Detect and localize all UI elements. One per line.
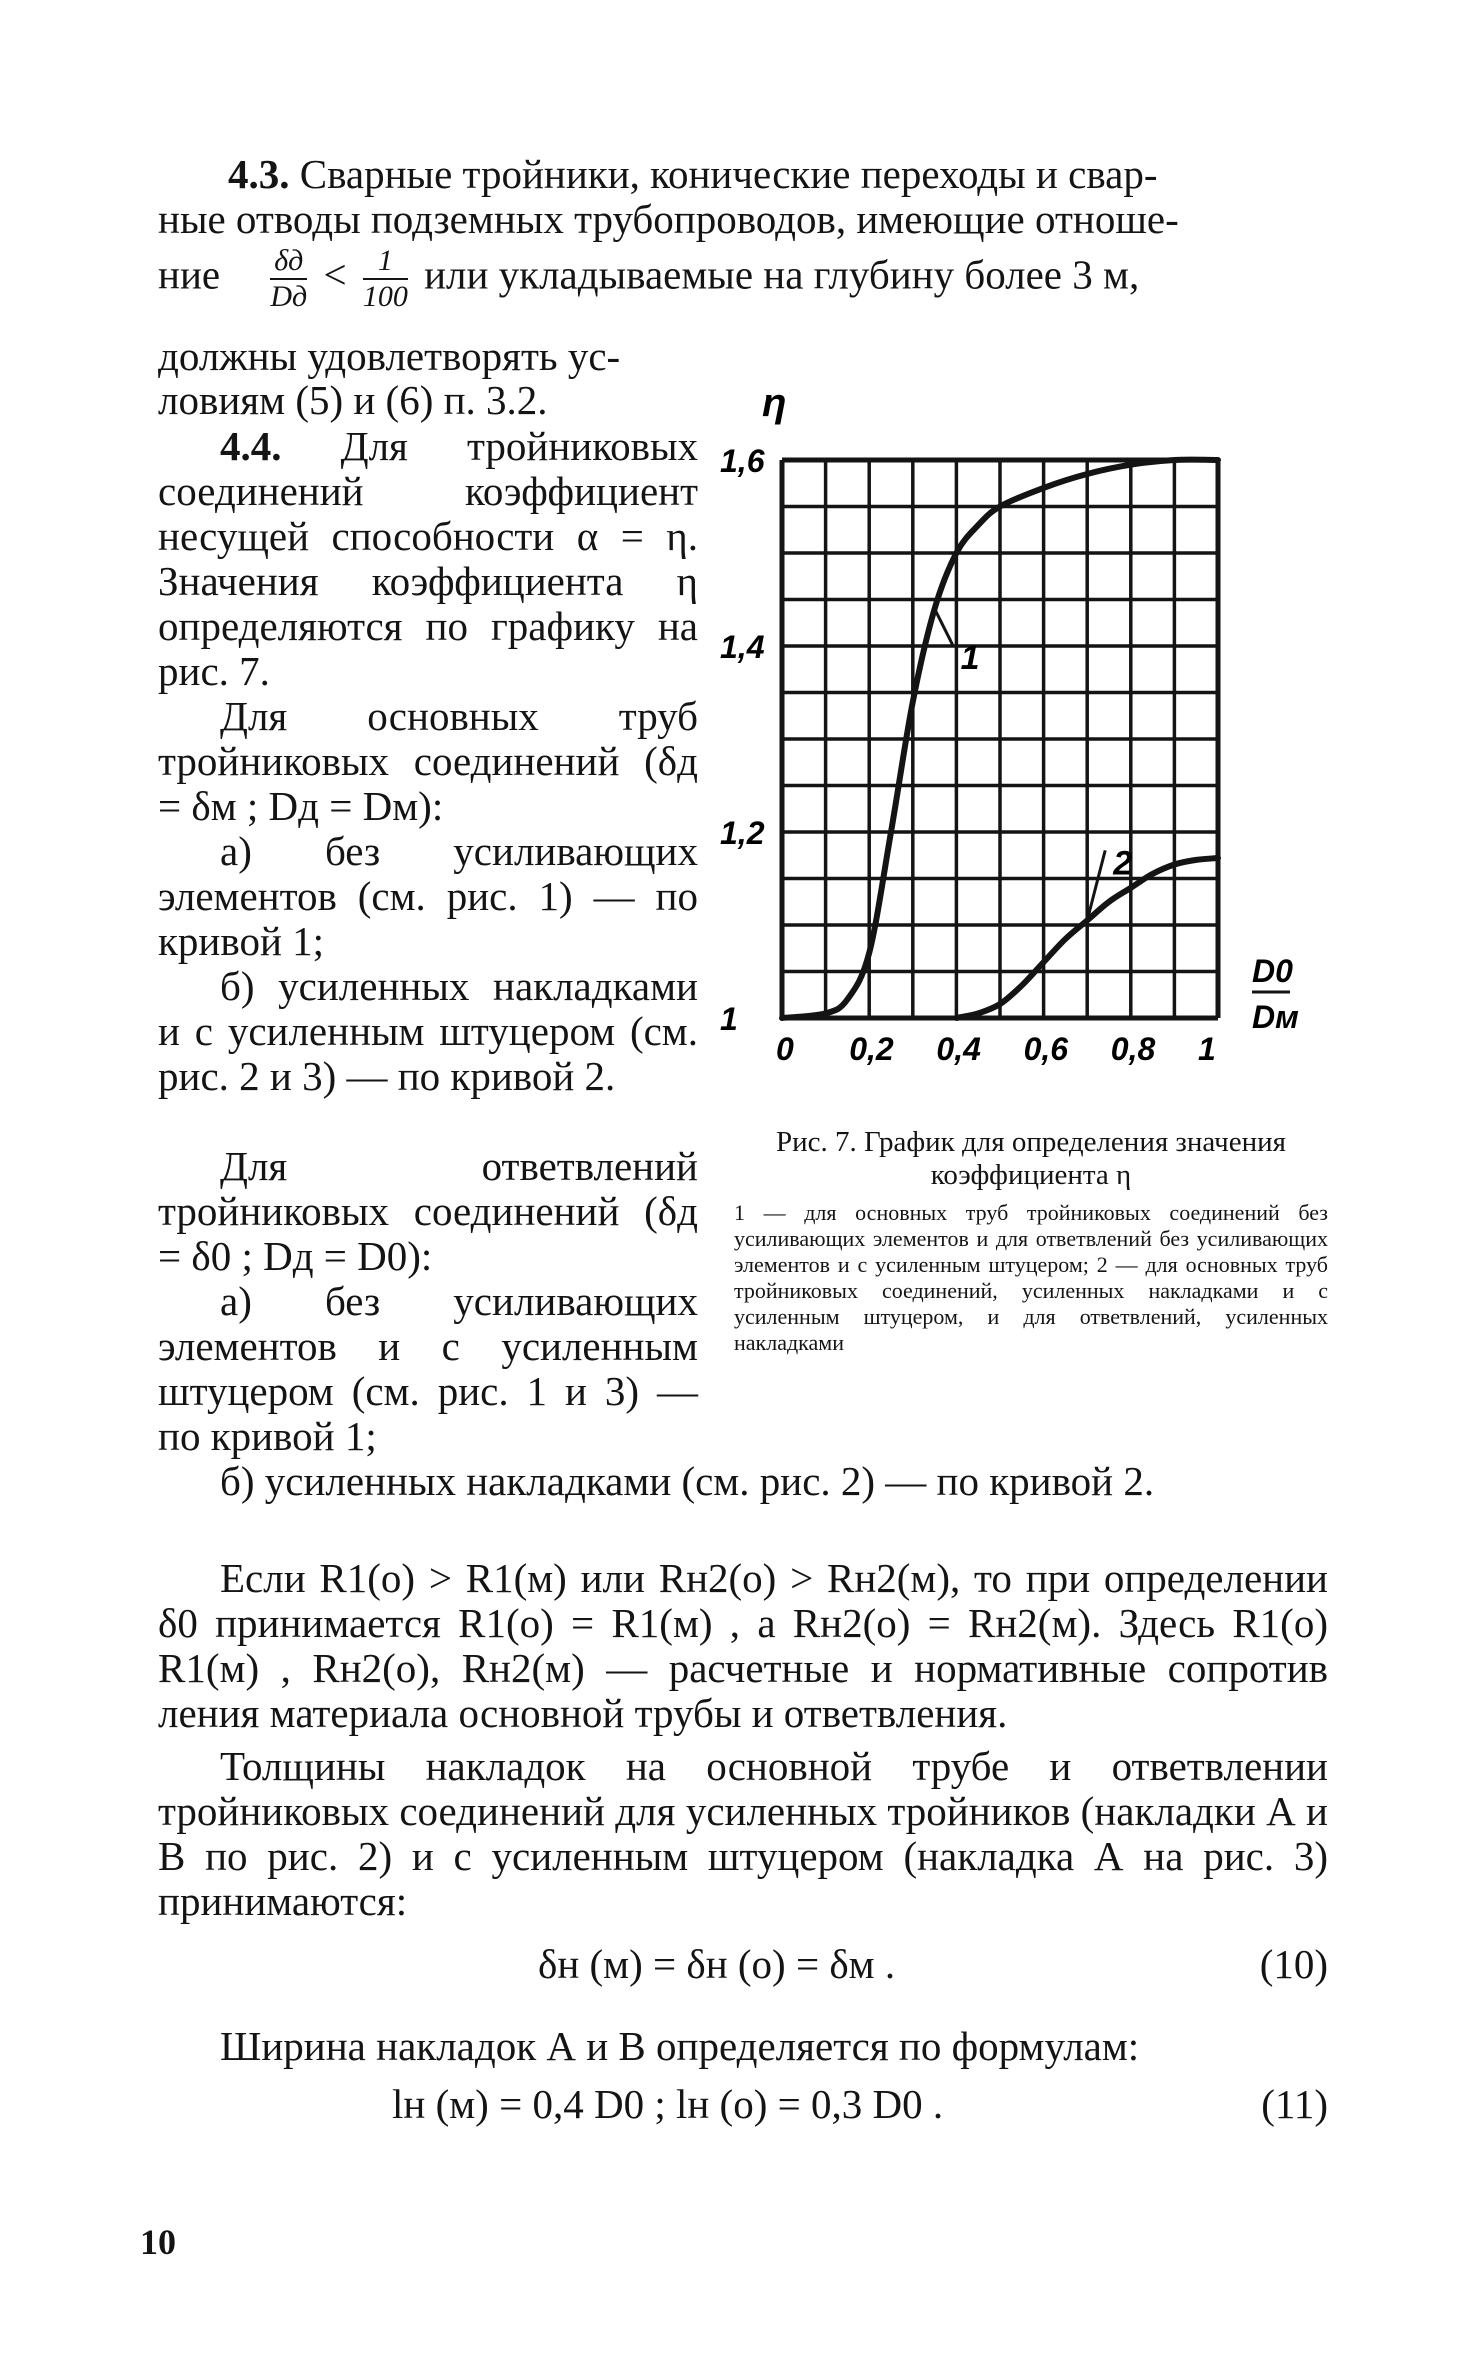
less-than-sign: <: [323, 251, 347, 298]
figure-caption: [734, 1126, 1328, 1356]
figure-title: Рис. 7. График для определения значения коэффициента η: [776, 1126, 1286, 1191]
figure-legend: 1 — для основных труб тройниковых соединений без усиливающих элементов и для ответвлений без усиливающих элементов и с усиленным штуцером; 2 — для основных труб тройниковых соединений, усиленных накладками и с усиленным штуцером, и для ответвлений, усиленных накладками: [734, 1200, 1328, 1355]
equation-10: δн (м) = δн (о) = δм .: [538, 1941, 896, 1987]
curve-1-leader: [935, 609, 953, 645]
sec-4-4-number: 4.4.: [220, 423, 282, 469]
y-axis-label: η: [762, 381, 787, 425]
ratio-fraction: [270, 244, 307, 314]
equation-11: lн (м) = 0,4 D0 ; lн (о) = 0,3 D0 .: [392, 2081, 944, 2127]
x-label-denominator: Dм: [1252, 999, 1299, 1035]
resistance-paragraph: Если R1(о) > R1(м) или Rн2(о) > Rн2(м), то при определении δ0 принимается R1(о) = R1(м) , а Rн2(о) = Rн2(м). Здесь R1(о) R1(м) , Rн2(о), Rн2(м) — расчетные и нормативные сопротив ления материала основной трубы и ответвления.: [158, 1555, 1328, 1736]
branches-intro: Для ответвлений тройниковых соединений (δд = δ0 ; Dд = D0):: [158, 1143, 698, 1279]
x-tick-label: 0,6: [1023, 1031, 1069, 1067]
page-number: 10: [140, 2222, 176, 2262]
sec-4-3-text-1: Сварные тройники, конические переходы и свар-: [299, 151, 1158, 197]
x-tick-label: 0,2: [849, 1031, 894, 1067]
branches-item-a: а) без усиливающих элементов и с усиленным штуцером (см. рис. 1 и 3) — по кривой 1;: [158, 1278, 698, 1459]
figure-7-chart: [700, 370, 1340, 1090]
limit-fraction: [363, 244, 408, 314]
branches-item-b: б) усиленных накладками (см. рис. 2) — по кривой 2.: [220, 1458, 1155, 1504]
sec-4-4-paragraph: [158, 424, 698, 694]
y-tick-label: 1,2: [720, 815, 765, 851]
y-tick-label: 1: [720, 1001, 738, 1037]
main-pipes-item-b: б) усиленных накладками и с усиленным штуцером (см. рис. 2 и 3) — по кривой 2.: [158, 963, 698, 1099]
sec-4-3-number: 4.3.: [228, 151, 290, 197]
thickness-paragraph: Толщины накладок на основной трубе и ответвлении тройниковых соединений для усиленных тройников (накладки А и В по рис. 2) и с усиленным штуцером (накладка А на рис. 3) принимаются:: [158, 1743, 1328, 1924]
x-label-numerator: D0: [1252, 953, 1293, 989]
ratio-numerator: δд: [270, 244, 307, 280]
limit-denominator: 100: [362, 280, 408, 313]
sec-4-3-tail: или укладываемые на глубину более 3 м,: [424, 251, 1140, 298]
sec-4-3-lead: ние: [158, 251, 221, 298]
x-tick-label: 0,8: [1110, 1031, 1156, 1067]
curve-1-label: 1: [960, 638, 980, 677]
sec-4-3-line3: [158, 244, 1139, 314]
chart-grid: [782, 460, 1218, 1018]
y-tick-label: 1,6: [720, 443, 765, 479]
sec-4-4-text: Для тройниковых соединений коэффициент несущей способности α = η. Значения коэффициента η определяются по графику на рис. 7.: [158, 423, 698, 694]
equation-10-number: (10): [1259, 1941, 1328, 1987]
x-tick-label: 1: [1198, 1031, 1216, 1067]
main-pipes-item-a: а) без усиливающих элементов (см. рис. 1) — по кривой 1;: [158, 828, 698, 964]
sec-4-3-line1: [228, 152, 1158, 197]
sec-4-3-line5: ловиям (5) и (6) п. 3.2.: [158, 377, 548, 423]
y-tick-label: 1,4: [720, 629, 765, 665]
width-paragraph: Ширина накладок А и В определяется по формулам:: [220, 2023, 1140, 2069]
ratio-denominator: Dд: [270, 280, 308, 313]
sec-4-3-line4: должны удовлетворять ус-: [158, 333, 621, 379]
main-pipes-intro: Для основных труб тройниковых соединений (δд = δм ; Dд = Dм):: [158, 693, 698, 829]
equation-11-number: (11): [1261, 2081, 1328, 2127]
x-tick-label: 0: [776, 1031, 794, 1067]
curve-2-label: 2: [1113, 844, 1133, 883]
x-tick-label: 0,4: [936, 1031, 981, 1067]
limit-numerator: 1: [363, 244, 408, 280]
sec-4-3-line2: ные отводы подземных трубопроводов, имеющие отноше-: [158, 196, 1179, 242]
